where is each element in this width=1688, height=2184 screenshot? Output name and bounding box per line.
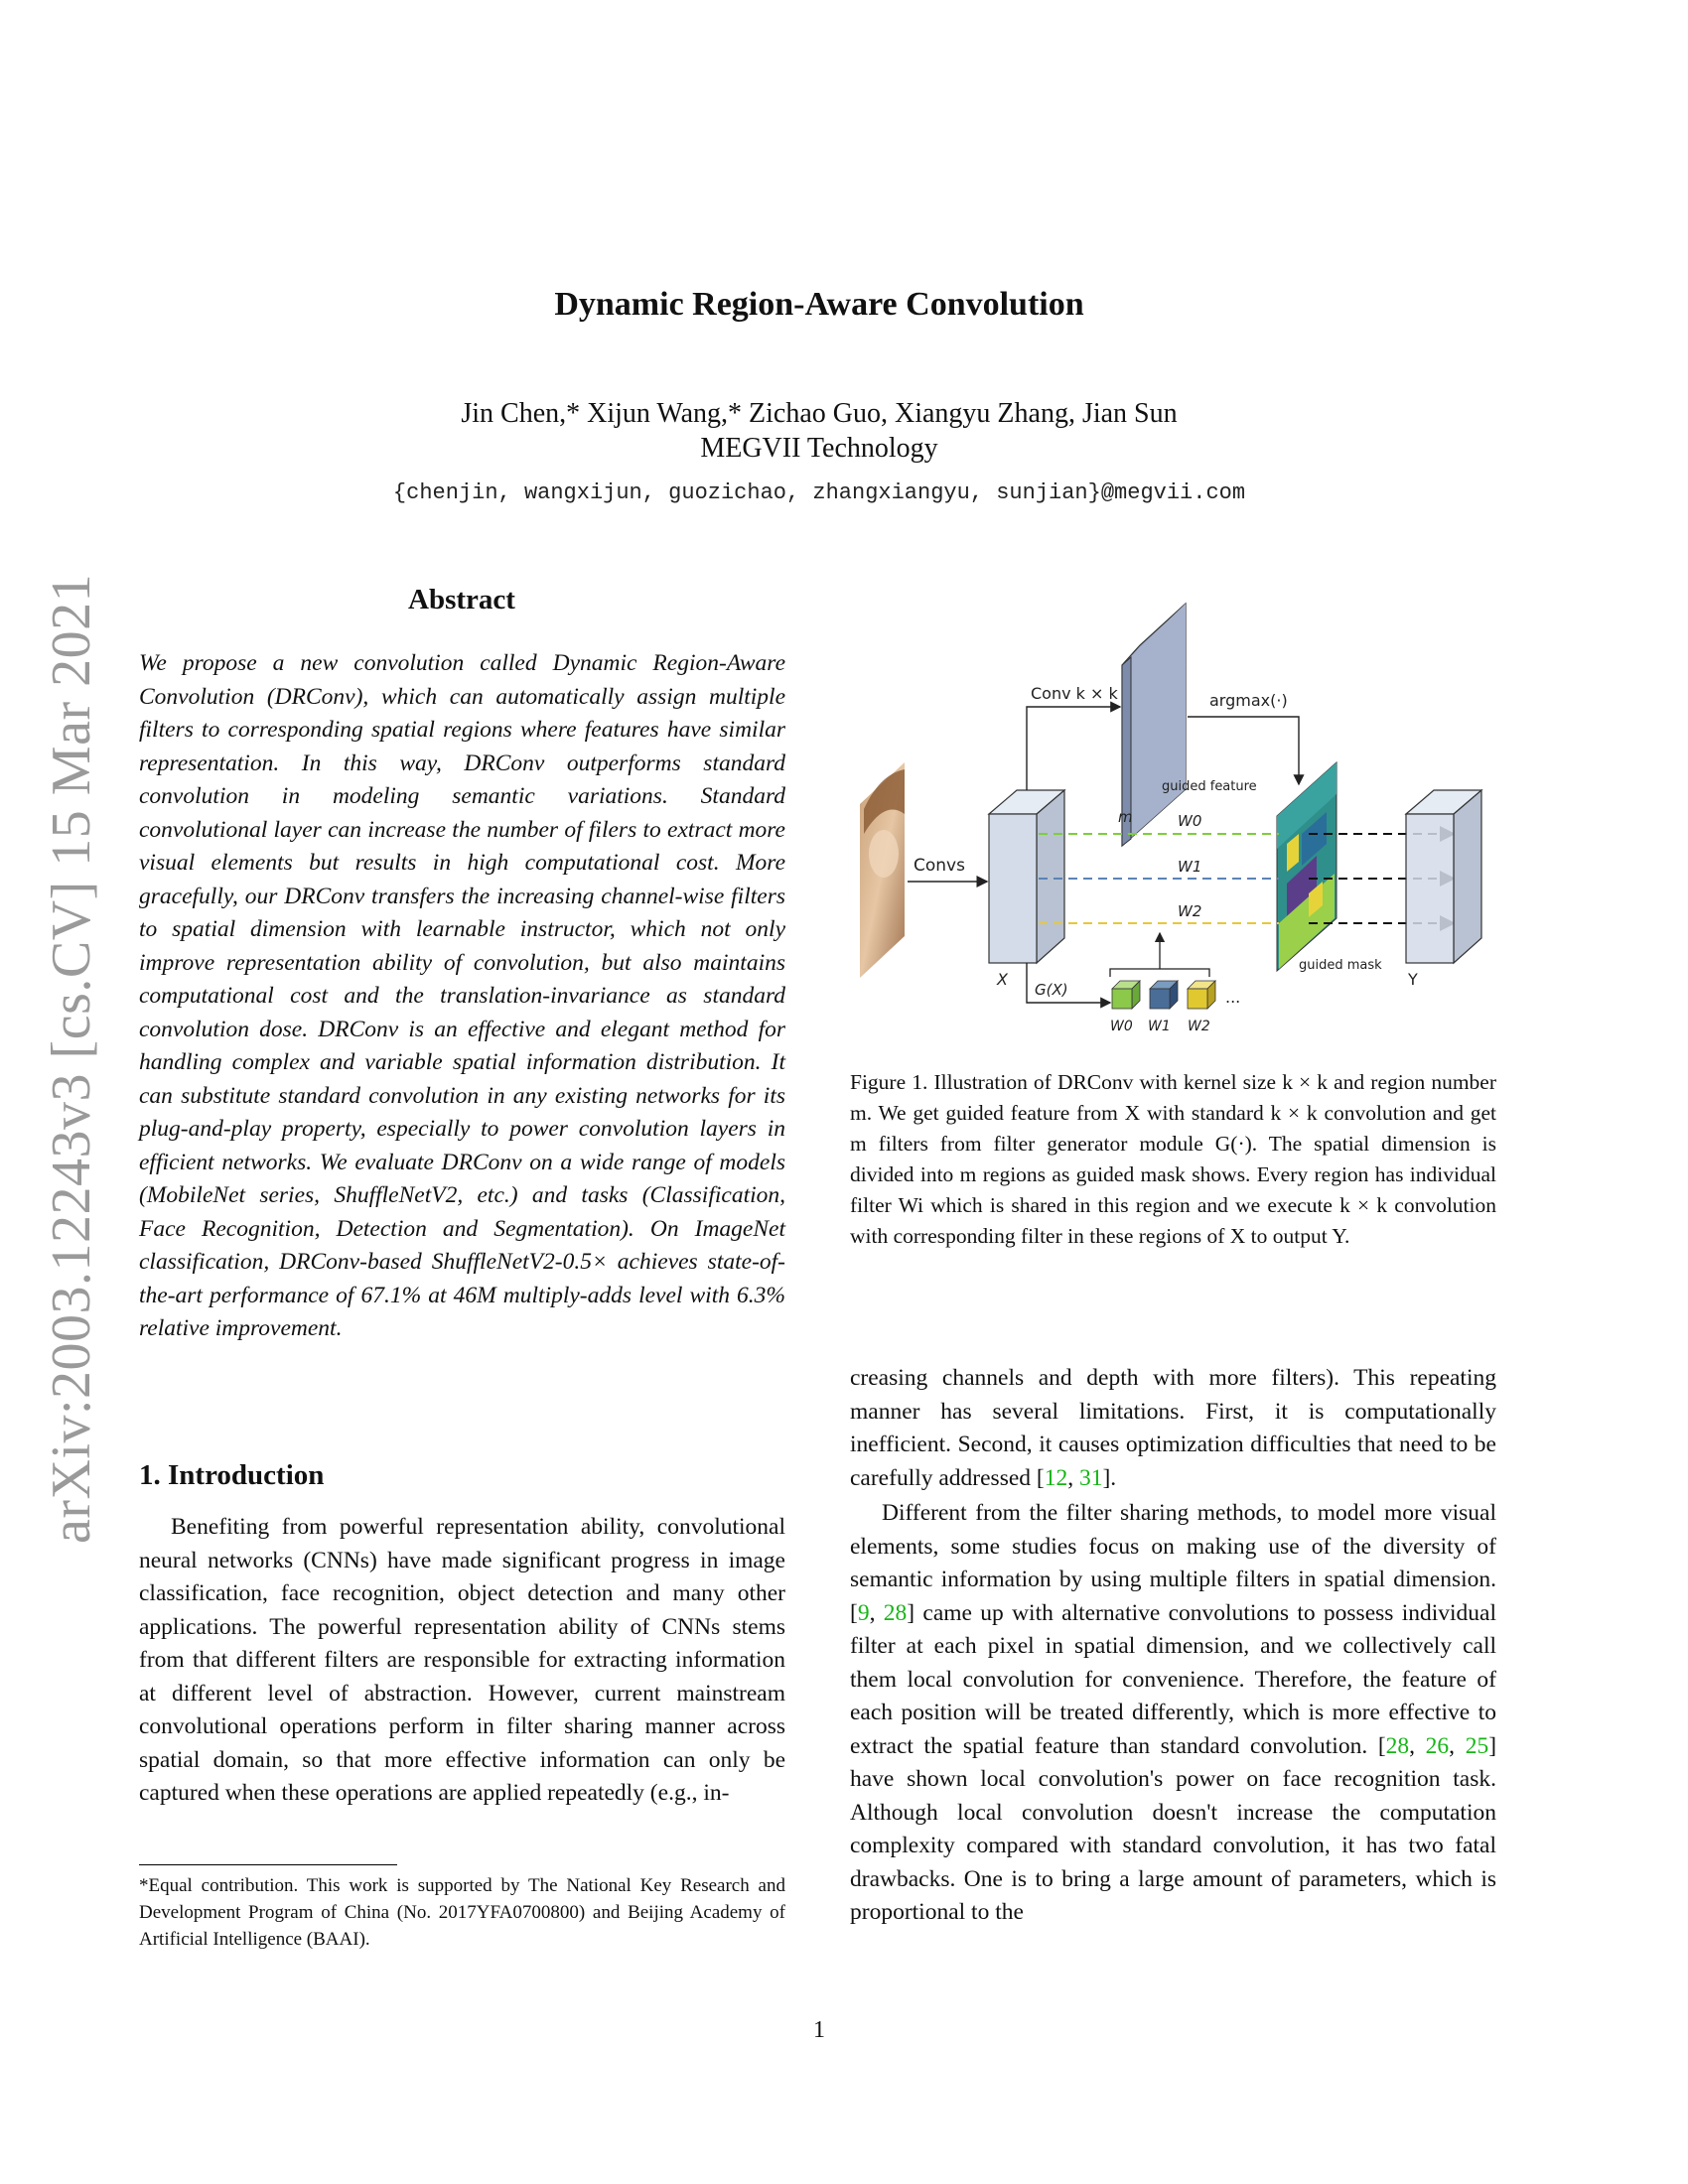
w2-line-label: W2 [1178,902,1202,920]
author-list: Jin Chen,* Xijun Wang,* Zichao Guo, Xiangyu Zhang, Jian Sun [461,398,1178,429]
w0-line-label: W0 [1178,812,1202,830]
filter-cube-w2 [1188,981,1215,1009]
w1-line-label: W1 [1178,858,1202,876]
right-paragraph-2-text-a: Different from the filter sharing methods, to model more visual elements, some studies focus on making use of the diversity of semantic information by using multiple filters in spatial dimension. [ [850,1500,1496,1626]
argmax-path-arrow [1188,717,1299,784]
argmax-label: argmax(·) [1209,691,1288,710]
footnote-rule [139,1864,397,1865]
filter-cube-w0 [1112,981,1140,1009]
arxiv-sidebar-stamp: arXiv:2003.12243v3 [cs.CV] 15 Mar 2021 [41,573,102,1544]
filter-cube-w1 [1150,981,1178,1009]
guided-mask-label: guided mask [1299,958,1382,973]
w1-cube-label: W1 [1148,1019,1171,1034]
right-paragraph-2: Different from the filter sharing methods, to model more visual elements, some studies focus on making use of the diversity of semantic information by using multiple filters in spatial dimension. [9, 28] came up with alternative convolutions to possess individual filter at each pixel in spatial dimension, and we collectively call them local convolution for convenience. Therefore, the feature of each position will be treated differently, which is more effective to extract the spatial feature than standard convolution. [28, 26, 25] have shown local convolution's power on face recognition task. Although local convolution doesn't increase the computation complexity compared with standard convolution, it has two fatal drawbacks. One is to bring a large amount of parameters, which is proportional to the [850,1500,1497,1925]
convs-label: Convs [914,856,965,876]
gx-label: G(X) [1035,981,1068,999]
right-paragraph-1-text: creasing channels and depth with more filters). This repeating manner has several limitations. First, it is computationally inefficient. Second, it causes optimization difficulties that need to be carefully addressed [ [850,1365,1496,1491]
x-label: X [997,970,1008,989]
right-paragraph-2-text-c: ] have shown local convolution's power on face recognition task. Although local convolution doesn't increase the computation complexity compared with standard convolution, it has two fatal drawbacks. One is to bring a large amount of parameters, which is proportional to the [850,1732,1497,1925]
filter-bracket [1110,969,1209,977]
intro-paragraph-1: Benefiting from powerful representation ability, convolutional neural networks (CNNs) have made significant progress in image classification, face recognition, object detection and many other applications. The powerful representation ability of CNNs stems from that different filters are responsible for extracting information at different level of abstraction. However, current mainstream convolutional operations perform in filter sharing manner across spatial domain, so that more effective information can only be captured when these operations are applied repeatedly (e.g., in- [139,1514,785,1806]
filter-ellipsis: ... [1225,988,1241,1007]
footnote: *Equal contribution. This work is supported by The National Key Research and Development Program of China (No. 2017YFA0700800) and Beijing Academy of Artificial Intelligence (BAAI). [139,1875,785,1950]
citation-25[interactable]: 25 [1465,1732,1489,1759]
input-face-image [860,762,905,978]
page-number: 1 [813,2017,825,2043]
section-heading-introduction: 1. Introduction [139,1459,325,1491]
guided-feature-label: guided feature [1162,779,1257,794]
citation-28b[interactable]: 28 [1385,1732,1410,1759]
output-block-y [1406,790,1481,963]
affiliation: MEGVII Technology [700,433,938,464]
abstract-heading: Abstract [408,584,515,615]
paper-title: Dynamic Region-Aware Convolution [554,286,1084,323]
w0-cube-label: W0 [1110,1019,1133,1034]
author-emails: {chenjin, wangxijun, guozichao, zhangxiangyu, sunjian}@megvii.com [392,480,1246,505]
citation-26[interactable]: 26 [1425,1732,1450,1759]
citation-31[interactable]: 31 [1078,1464,1103,1491]
abstract-body: We propose a new convolution called Dynamic Region-Aware Convolution (DRConv), which can automatically assign multiple filters to corresponding spatial regions where features have similar representation. In this way, DRConv outperforms standard convolution in modeling semantic variations. Standard convolutional layer can increase the number of filers to extract more visual elements but results in high computational cost. More gracefully, our DRConv transfers the increasing channel-wise filters to spatial dimension with learnable instructor, which not only improve representation ability of convolution, but also maintains computational cost and the translation-invariance as standard convolution dose. DRConv is an effective and elegant method for handling complex and variable spatial information distribution. It can substitute standard convolution in any existing networks for its plug-and-play property, especially to power convolution layers in efficient networks. We evaluate DRConv on a wide range of models (MobileNet series, ShuffleNetV2, etc.) and tasks (Classification, Face Recognition, Detection and Segmentation). On ImageNet classification, DRConv-based ShuffleNetV2-0.5× achieves state-of-the-art performance of 67.1% at 46M multiply-adds level with 6.3% relative improvement. [139,650,785,1341]
guided-mask [1277,762,1336,971]
y-label: Y [1408,970,1418,989]
citation-28[interactable]: 28 [883,1599,908,1626]
citation-9[interactable]: 9 [857,1599,870,1626]
figure-1-caption: Figure 1. Illustration of DRConv with kernel size k × k and region number m. We get guided feature from X with standard k × k convolution and get m filters from filter generator module G(·). The spatial dimension is divided into m regions as guided mask shows. Every region has individual filter Wi which is shared in this region and we execute k × k convolution with corresponding filter in these regions of X to output Y. [850,1070,1496,1248]
right-paragraph-2-text-b: ] came up with alternative convolutions to possess individual filter at each pixel in spatial dimension, and we collectively call them local convolution for convenience. Therefore, the feature of each position will be treated differently, which is more effective to extract the spatial feature than standard convolution. [ [850,1599,1497,1759]
feature-block-x [989,790,1064,963]
w2-cube-label: W2 [1188,1019,1210,1034]
citation-12[interactable]: 12 [1044,1464,1068,1491]
conv-path-arrow [1027,707,1120,790]
figure-1-diagram [850,596,1505,1042]
conv-kxk-label: Conv k × k [1031,684,1118,703]
right-paragraph-1: creasing channels and depth with more filters). This repeating manner has several limitations. First, it is computationally inefficient. Second, it causes optimization difficulties that need to be carefully addressed [12, 31]. [850,1365,1496,1491]
m-label: m [1118,808,1133,826]
